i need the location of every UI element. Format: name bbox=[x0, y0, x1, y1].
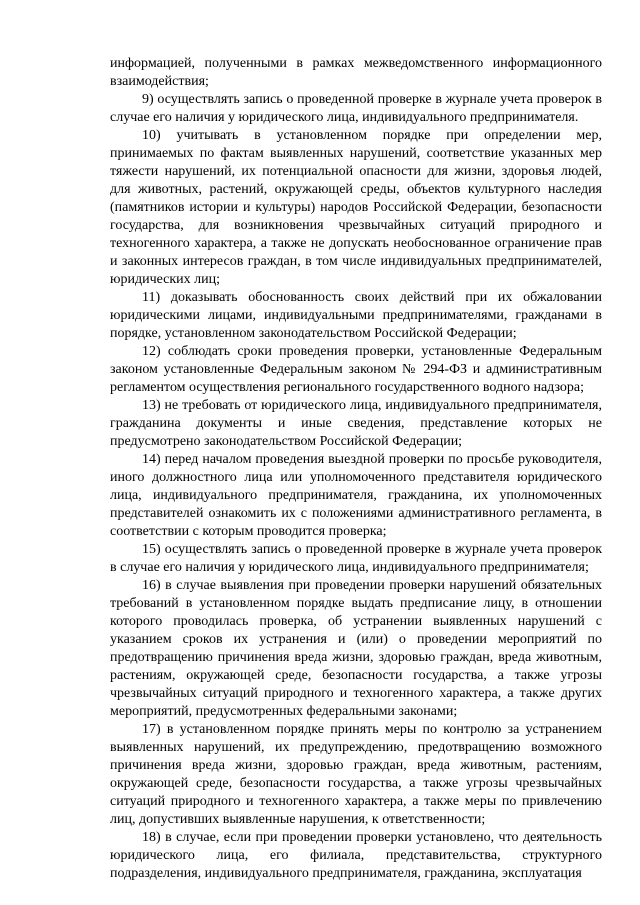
paragraph-item-18: 18) в случае, если при проведении проверки установлено, что деятельность юридического лица, его филиала, представительства, структурного подразделения, индивидуального предпринимателя, гражданина, эксплуатация bbox=[110, 830, 602, 881]
paragraph-item-11: 11) доказывать обоснованность своих действий при их обжаловании юридическими лицами, индивидуальными предпринимателями, гражданами в порядке, установленном законодательством Российской Федерации; bbox=[110, 290, 602, 341]
paragraph-item-10: 10) учитывать в установленном порядке при определении мер, принимаемых по фактам выявленных нарушений, соответствие указанных мер тяжести нарушений, их потенциальной опасности для жизни, здоровья людей, для животных, растений, окружающей среды, объектов культурного наследия (памятников истории и культуры) народов Российской Федерации, безопасности государства, для возникновения чрезвычайных ситуаций природного и техногенного характера, а также не допускать необоснованное ограничение прав и законных интересов граждан, в том числе индивидуальных предпринимателей, юридических лиц; bbox=[110, 128, 602, 287]
paragraph-continuation: информацией, полученными в рамках межведомственного информационного взаимодействия; bbox=[110, 56, 602, 89]
paragraph-item-13: 13) не требовать от юридического лица, индивидуального предпринимателя, гражданина документы и иные сведения, представление которых не предусмотрено законодательством Российской Федерации; bbox=[110, 398, 602, 449]
paragraph-item-12: 12) соблюдать сроки проведения проверки, установленные Федеральным законом установленные Федеральным законом № 294-ФЗ и административным регламентом осуществления регионального государственного водного надзора; bbox=[110, 344, 602, 395]
paragraph-item-15: 15) осуществлять запись о проведенной проверке в журнале учета проверок в случае его наличия у юридического лица, индивидуального предпринимателя; bbox=[110, 542, 602, 575]
document-page bbox=[110, 55, 602, 883]
paragraph-item-16: 16) в случае выявления при проведении проверки нарушений обязательных требований в установленном порядке выдать предписание лицу, в отношении которого проводилась проверка, об устранении выявленных нарушений с указанием сроков их устранения и (или) о проведении мероприятий по предотвращению причинения вреда жизни, здоровью граждан, вреда животным, растениям, окружающей среде, безопасности государства, а также угрозы чрезвычайных ситуаций природного и техногенного характера, а также других мероприятий, предусмотренных федеральными законами; bbox=[110, 578, 602, 719]
paragraph-item-14: 14) перед началом проведения выездной проверки по просьбе руководителя, иного должностного лица или уполномоченного представителя юридического лица, индивидуального предпринимателя, гражданина, их уполномоченных представителей ознакомить их с положениями административного регламента, в соответствии с которым проводится проверка; bbox=[110, 452, 602, 539]
paragraph-item-9: 9) осуществлять запись о проведенной проверке в журнале учета проверок в случае его наличия у юридического лица, индивидуального предпринимателя. bbox=[110, 92, 602, 125]
paragraph-item-17: 17) в установленном порядке принять меры по контролю за устранением выявленных нарушений, их предупреждению, предотвращению возможного причинения вреда жизни, здоровью граждан, вреда животным, растениям, окружающей среде, безопасности государства, а также угрозы чрезвычайных ситуаций природного и техногенного характера, а также меры по привлечению лиц, допустивших выявленные нарушения, к ответственности; bbox=[110, 722, 602, 827]
